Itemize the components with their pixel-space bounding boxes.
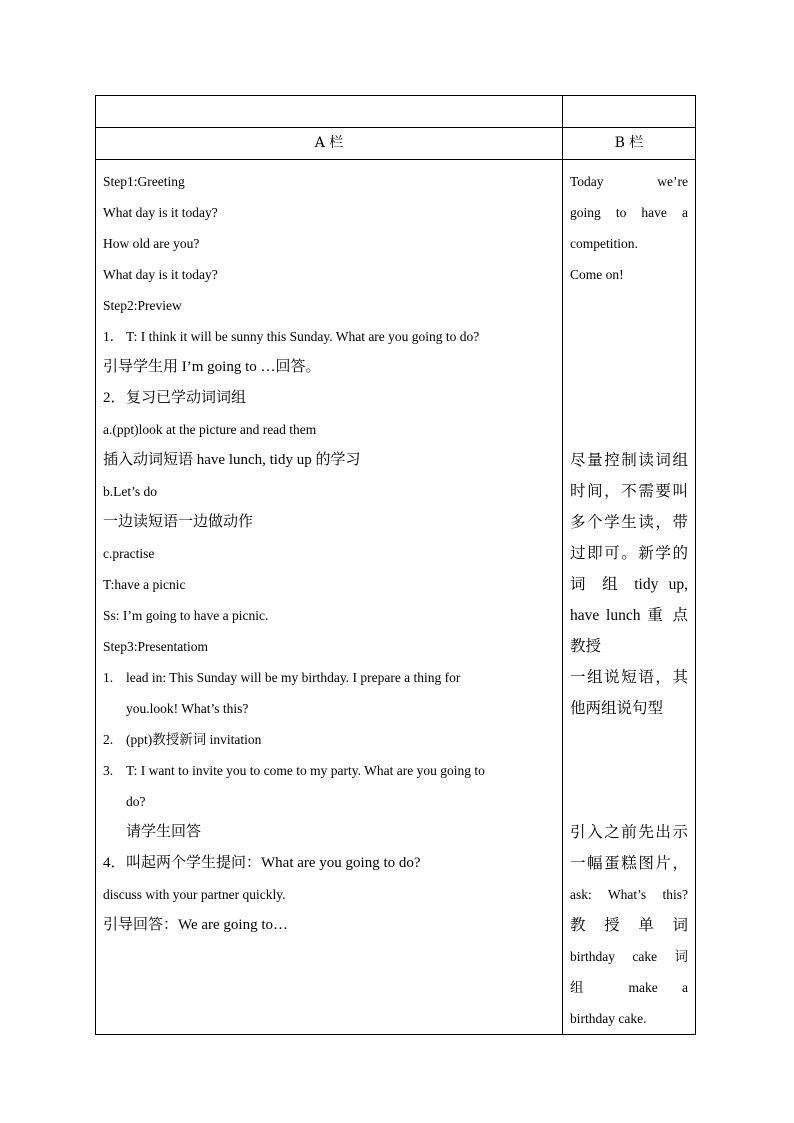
list-text: 叫起两个学生提问：What are you going to do? [126,855,421,871]
table-row-content [96,160,696,1035]
list-text: T: I think it will be sunny this Sunday. What are you going to do? [126,329,480,344]
list-number: 1. [103,670,114,685]
list-text: lead in: This Sunday will be my birthday. I prepare a thing for [126,670,461,685]
text-line: discuss with your partner quickly. [103,887,286,902]
list-number: 1． [103,329,124,344]
note-line: birthday cake 词 [570,949,688,964]
col-b-content [563,160,696,1035]
text-line: 引导回答：We are going to… [103,917,289,933]
note-line: Come on! [570,267,624,282]
text-line: Step1:Greeting [103,174,185,189]
numbered-line [103,662,555,693]
text-line: a.(ppt)look at the picture and read them [103,422,317,437]
note-line: 过即可。新学的 [570,545,688,562]
empty-cell-b [563,96,696,128]
numbered-line [103,755,555,786]
list-number: 2. [103,732,114,747]
text-line: T:have a picnic [103,577,186,592]
text-line: b.Let’s do [103,484,157,499]
note-line: 尽量控制读词组 [570,452,688,469]
col-a-content [96,160,563,1035]
note-line: 多个学生读，带 [570,514,688,531]
text-line: Step3:Presentatiom [103,639,208,654]
empty-cell-a [96,96,563,128]
text-line: 插入动词短语 have lunch, tidy up 的学习 [103,452,361,468]
note-line: 教授 [570,638,602,655]
header-col-b: B 栏 [563,128,696,160]
text-line: c.practise [103,546,155,561]
list-text: T: I want to invite you to come to my party. What are you going to [126,763,485,778]
numbered-line [103,383,555,414]
table-row-header [96,128,696,160]
numbered-line [103,724,555,755]
text-line: do? [126,794,146,809]
table-row-empty [96,96,696,128]
note-line: competition. [570,236,638,251]
note-line: 他两组说句型 [570,700,664,717]
note-line: going to have a [570,205,688,220]
text-line: Step2:Preview [103,298,182,313]
text-line: 请学生回答 [126,824,202,840]
lesson-plan-table [95,95,696,1035]
note-line: Today we’re [570,174,688,189]
text-line: Ss: I’m going to have a picnic. [103,608,269,623]
text-line: What day is it today? [103,267,218,282]
list-text: 复习已学动词词组 [126,390,247,406]
note-line: ask: What’s this? [570,887,688,902]
list-number: 3. [103,763,114,778]
note-line: 时间，不需要叫 [570,483,688,500]
numbered-line [103,321,555,352]
note-line: 一幅蛋糕图片， [570,855,688,872]
note-line: 一组说短语，其 [570,669,688,686]
header-col-a: A 栏 [96,128,563,160]
list-number: 2． [103,390,126,406]
list-number: 4． [103,855,126,871]
text-line: 引导学生用 I’m going to …回答。 [103,359,321,375]
note-line: 引入之前先出示 [570,824,688,841]
note-line: 词 组 tidy up, [570,576,688,593]
numbered-line [103,848,555,879]
text-line: you.look! What’s this? [126,701,249,716]
list-text: (ppt)教授新词 invitation [126,732,262,747]
text-line: What day is it today? [103,205,218,220]
text-line: How old are you? [103,236,200,251]
text-line: 一边读短语一边做动作 [103,514,254,530]
note-line: 教 授 单 词 [570,917,688,934]
note-line: birthday cake. [570,1011,647,1026]
note-line: 组 make a [570,980,688,995]
note-line: have lunch 重 点 [570,607,688,624]
